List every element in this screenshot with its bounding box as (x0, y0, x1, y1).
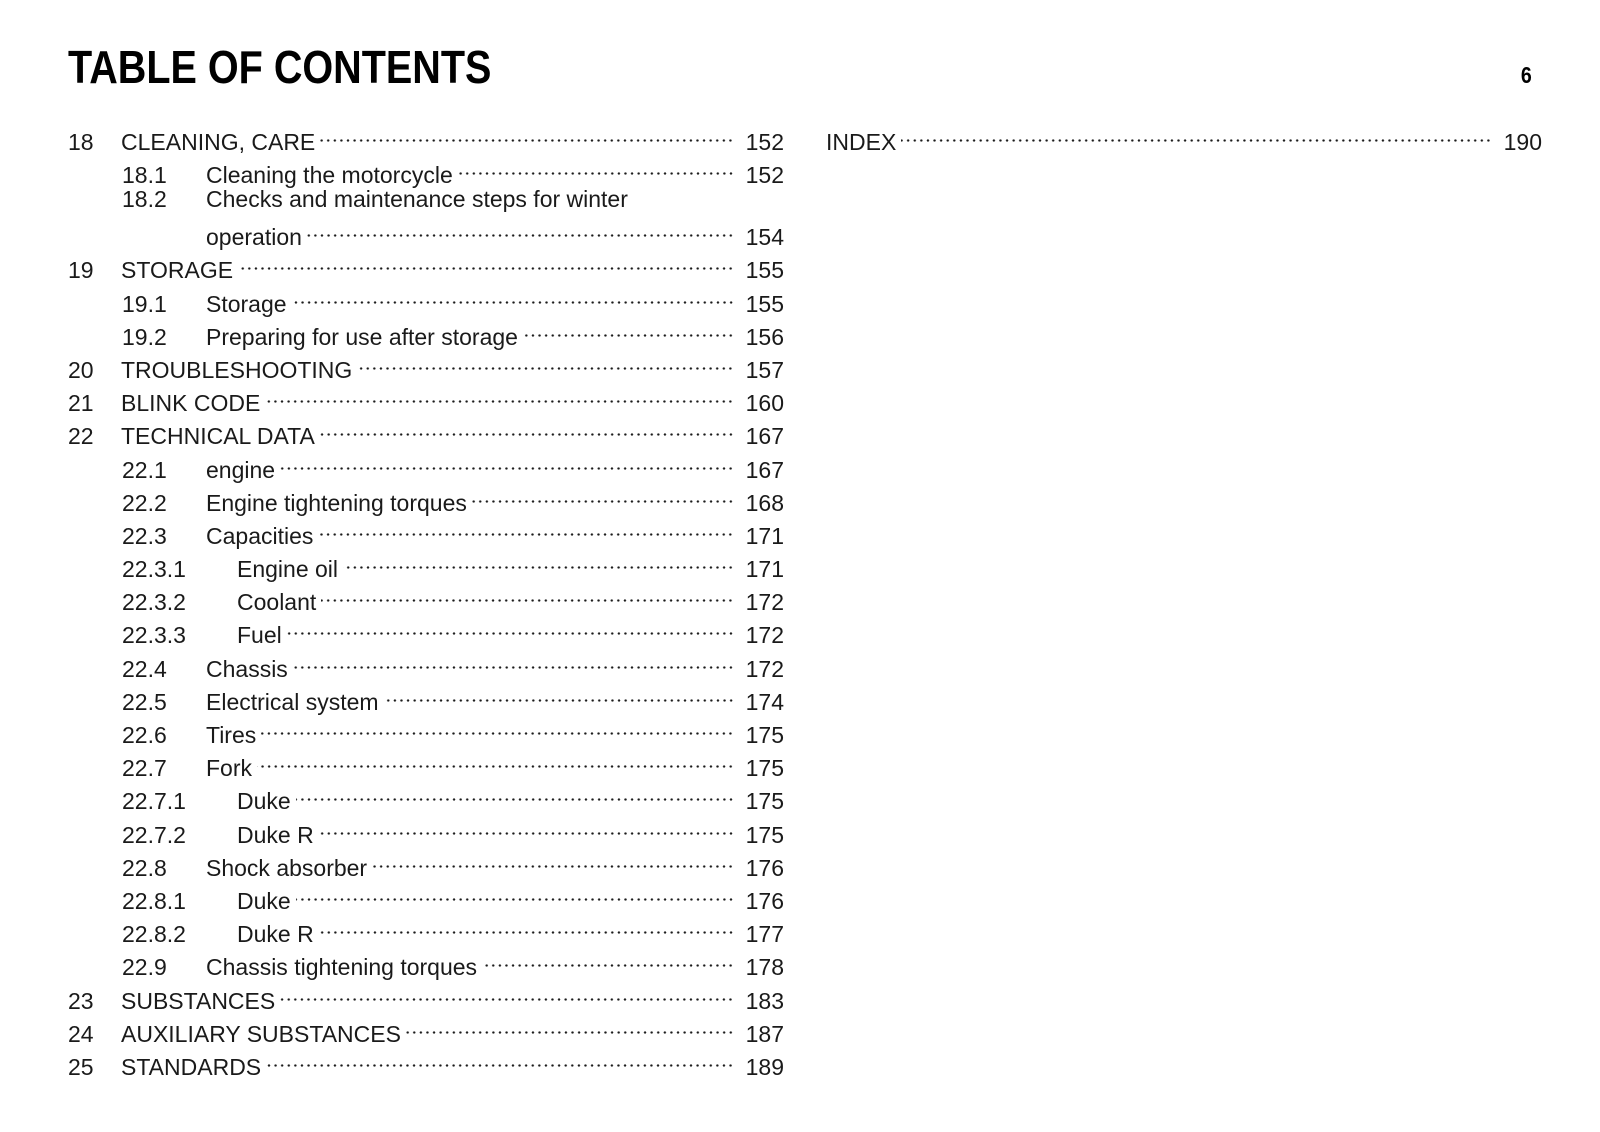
toc-entry-section[interactable] (68, 942, 784, 981)
toc-entry-chapter[interactable] (68, 411, 784, 450)
entry-title: SUBSTANCES (121, 987, 276, 1014)
entry-page: 172 (745, 622, 784, 649)
dot-leader (523, 312, 734, 345)
toc-entry-chapter[interactable] (68, 345, 784, 383)
toc-entry-subsection[interactable] (68, 876, 784, 914)
dot-leader (357, 345, 734, 378)
entry-page: 175 (745, 755, 784, 782)
toc-entry-index[interactable] (826, 117, 1542, 155)
toc-entry-section[interactable] (68, 511, 784, 549)
toc-entry-section[interactable] (68, 843, 784, 881)
entry-number: 22.6 (122, 722, 167, 748)
entry-title: STANDARDS (121, 1053, 262, 1080)
entry-title: TECHNICAL DATA (121, 423, 315, 450)
entry-number: 22.9 (122, 954, 167, 981)
toc-entry-section[interactable] (68, 644, 784, 682)
entry-page: 154 (745, 224, 784, 251)
toc-entry-chapter[interactable] (68, 1042, 784, 1080)
dot-leader (319, 909, 734, 942)
toc-entry-section[interactable] (68, 183, 784, 251)
toc-entry-chapter[interactable] (68, 245, 784, 284)
entry-title: Duke (237, 788, 291, 815)
entry-number: 22.3 (122, 522, 167, 549)
entry-page: 157 (745, 356, 784, 383)
entry-number: 22.8.1 (122, 887, 186, 914)
dot-leader (296, 876, 734, 909)
entry-number: 22.1 (122, 456, 167, 483)
toc-entry-section[interactable] (68, 710, 784, 748)
entry-number: 22.5 (122, 688, 167, 715)
entry-number: 18 (68, 129, 94, 155)
toc-entry-section[interactable] (68, 312, 784, 350)
entry-page: 156 (745, 323, 784, 350)
entry-number: 22 (68, 423, 94, 450)
entry-number: 19.2 (122, 323, 167, 350)
toc-entry-section[interactable] (68, 478, 784, 516)
entry-title: engine (206, 456, 276, 483)
entry-number: 25 (68, 1053, 94, 1080)
entry-title: Cleaning the motorcycle (206, 162, 453, 189)
entry-page: 172 (745, 589, 784, 616)
toc-right-column (826, 117, 1542, 155)
entry-title: TROUBLESHOOTING (121, 356, 353, 383)
entry-title: Coolant (237, 589, 317, 616)
entry-title: Preparing for use after storage (206, 323, 518, 350)
dot-leader (319, 810, 734, 843)
entry-number: 24 (68, 1020, 94, 1047)
entry-title: Capacities (206, 522, 314, 549)
dot-leader (372, 843, 734, 876)
dot-leader (266, 1042, 734, 1075)
entry-number: 18.2 (122, 186, 167, 213)
entry-title: Checks and maintenance steps for winter (206, 186, 628, 213)
toc-entry-section[interactable] (68, 279, 784, 317)
dot-leader (307, 212, 734, 245)
entry-page: 174 (745, 688, 784, 715)
dot-leader (320, 411, 734, 444)
entry-page: 177 (745, 921, 784, 948)
entry-page: 190 (1503, 129, 1542, 155)
entry-page: 175 (745, 722, 784, 748)
entry-page: 183 (745, 987, 784, 1014)
entry-number: 22.3.2 (122, 589, 186, 616)
entry-page: 178 (745, 954, 784, 981)
entry-title: Tires (206, 722, 257, 748)
entry-page: 187 (745, 1020, 784, 1047)
entry-number: 22.3.3 (122, 622, 186, 649)
entry-title: Chassis tightening torques (206, 954, 478, 981)
entry-title: CLEANING, CARE (121, 129, 316, 155)
dot-leader (384, 677, 734, 710)
entry-number: 22.8.2 (122, 921, 186, 948)
dot-leader (238, 245, 734, 278)
entry-page: 168 (745, 489, 784, 516)
entry-number: 22.3.1 (122, 556, 186, 583)
entry-page: 167 (745, 423, 784, 450)
entry-number: 22.2 (122, 489, 167, 516)
entry-title: Shock absorber (206, 854, 368, 881)
entry-page: 152 (745, 162, 784, 189)
entry-title: INDEX (826, 129, 897, 155)
entry-number: 22.7.2 (122, 821, 186, 848)
toc-entry-chapter[interactable] (68, 976, 784, 1014)
entry-title: Chassis (206, 655, 288, 682)
entry-number: 21 (68, 390, 94, 417)
entry-title: Duke R (237, 821, 314, 848)
toc-entry-subsection[interactable] (68, 776, 784, 815)
dot-leader (321, 577, 734, 610)
entry-number: 23 (68, 987, 94, 1014)
entry-page: 160 (745, 390, 784, 417)
entry-number: 22.4 (122, 655, 167, 682)
dot-leader (293, 644, 734, 677)
entry-page: 171 (745, 556, 784, 583)
entry-page: 175 (745, 788, 784, 815)
entry-page: 171 (745, 522, 784, 549)
entry-title: BLINK CODE (121, 390, 261, 417)
toc-entry-subsection[interactable] (68, 810, 784, 848)
dot-leader (320, 117, 734, 150)
entry-title: Engine oil (237, 556, 339, 583)
toc-left-column (68, 117, 784, 1080)
entry-title: AUXILIARY SUBSTANCES (121, 1020, 401, 1047)
entry-page: 172 (745, 655, 784, 682)
toc-entry-chapter[interactable] (68, 117, 784, 155)
entry-number: 22.7 (122, 755, 167, 782)
entry-number: 19 (68, 257, 94, 284)
entry-title: Electrical system (206, 688, 379, 715)
dot-leader (458, 150, 734, 183)
entry-title-continued: operation (206, 224, 302, 251)
toc-entry-chapter[interactable] (68, 378, 784, 417)
toc-entry-subsection[interactable] (68, 577, 784, 616)
dot-leader (296, 776, 734, 809)
entry-number: 20 (68, 356, 94, 383)
entry-page: 167 (745, 456, 784, 483)
entry-number: 19.1 (122, 290, 167, 317)
entry-page: 155 (745, 257, 784, 284)
dot-leader (280, 976, 734, 1009)
toc-entry-section[interactable] (68, 445, 784, 483)
toc-entry-subsection[interactable] (68, 909, 784, 948)
page-title: TABLE OF CONTENTS (68, 41, 492, 93)
entry-number: 18.1 (122, 162, 167, 189)
dot-leader (343, 544, 734, 577)
entry-page: 152 (745, 129, 784, 155)
toc-entry-subsection[interactable] (68, 610, 784, 649)
entry-number: 22.8 (122, 854, 167, 881)
entry-title: Duke (237, 887, 291, 914)
toc-entry-section[interactable] (68, 150, 784, 189)
dot-leader (406, 1009, 734, 1042)
entry-title: Duke R (237, 921, 314, 948)
toc-entry-section[interactable] (68, 743, 784, 782)
dot-leader (261, 710, 734, 743)
dot-leader (901, 117, 1492, 150)
entry-title: Fork (206, 755, 252, 782)
toc-entry-chapter[interactable] (68, 1009, 784, 1047)
entry-page: 176 (745, 854, 784, 881)
dot-leader (287, 610, 734, 643)
dot-leader (257, 743, 734, 776)
entry-title: Engine tightening torques (206, 489, 467, 516)
entry-page: 189 (745, 1053, 784, 1080)
dot-leader (265, 378, 734, 411)
dot-leader (482, 942, 734, 975)
dot-leader (472, 478, 734, 511)
page-number: 6 (1521, 62, 1532, 88)
toc-entry-subsection[interactable] (68, 544, 784, 583)
entry-title: Fuel (237, 622, 282, 649)
entry-number: 22.7.1 (122, 788, 186, 815)
dot-leader (292, 279, 734, 312)
entry-page: 175 (745, 821, 784, 848)
dot-leader (318, 511, 734, 544)
entry-title: STORAGE (121, 257, 234, 284)
entry-page: 176 (745, 887, 784, 914)
dot-leader (280, 445, 734, 478)
toc-entry-section[interactable] (68, 677, 784, 715)
entry-title: Storage (206, 290, 287, 317)
entry-page: 155 (745, 290, 784, 317)
